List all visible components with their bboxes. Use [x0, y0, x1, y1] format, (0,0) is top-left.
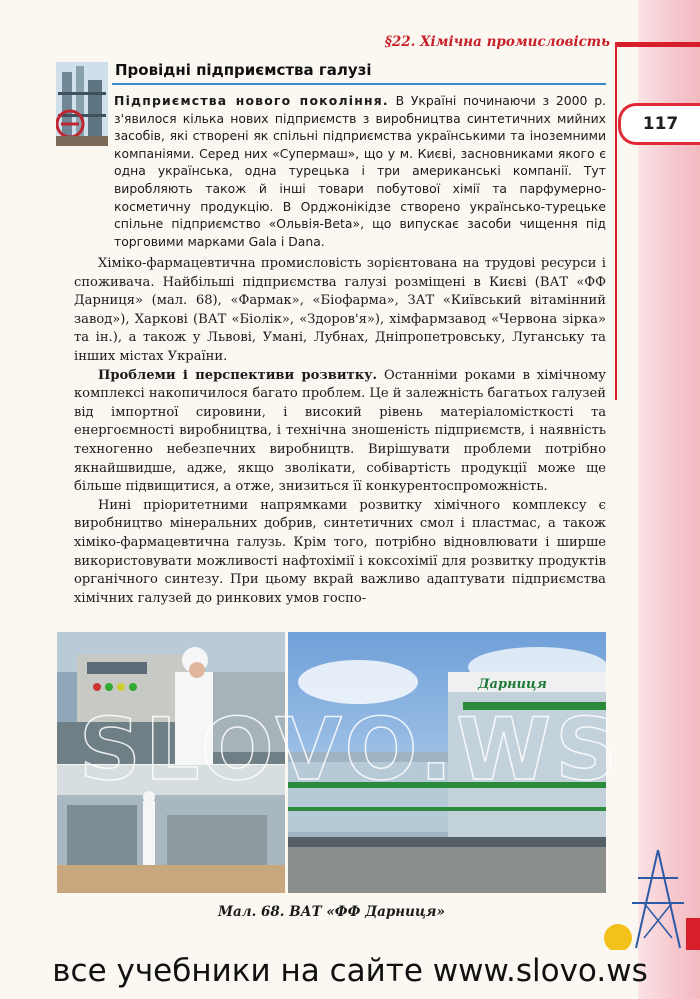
photo-darnytsia-building	[288, 632, 606, 893]
figure-caption: Мал. 68. ВАТ «ФФ Дарниця»	[218, 904, 445, 920]
paragraph-problems-text: Останніми роками в хімічному комплексі накопичилося багато проблем. Це й залежність багатьох галузей від імпортної сировини, і високий рівень матеріаломісткості та енергоємності виробництва, і технічна зношеність підприємств, і наявність техногенно небезпечних виробництв. Вирішувати проблеми потрібно якнайшвидше, адже, якщо зволікати, собівартість продукції може ще більше підвищитися, а отже, знизиться її конкурентоспроможність.	[74, 367, 606, 495]
chemical-plant-icon	[56, 62, 108, 146]
header-red-rule	[615, 42, 700, 47]
page-number: 117	[618, 103, 700, 145]
paragraph-problems-lead: Проблеми і перспективи розвитку.	[98, 367, 378, 383]
power-pylon-icon	[596, 848, 700, 950]
photo-lab-worker	[57, 632, 285, 764]
info-box-paragraph	[114, 92, 606, 250]
margin-red-line	[615, 45, 617, 400]
footer-site-text: все учебники на сайте www.slovo.ws	[52, 953, 648, 989]
section-heading-rule	[112, 83, 606, 85]
building-sign-text: Дарниця	[478, 677, 547, 692]
body-text	[74, 255, 606, 608]
section-heading: Провідні підприємства галузі	[115, 61, 372, 79]
info-box-lead: Підприємства нового покоління.	[114, 93, 389, 108]
paragraph-pharma: Хіміко-фармацевтична промисловість зорієнтована на трудові ресурси і споживача. Найбільші підприємства галузі розміщені в Києві (ВАТ «ФФ Дарниця» (мал. 68), «Фармак», «Біофарма», ЗАТ «Київський вітамінний завод»), Харкові (ВАТ «Біолік», «Здоров'я»), хімфармзавод «Червона зірка» та ін.), а також у Львові, Умані, Лубнах, Дніпропетровську, Луганську та інших містах України.	[74, 256, 606, 364]
running-header: §22. Хімічна промисловість	[384, 34, 610, 50]
paragraph-priorities: Нині пріоритетними напрямками розвитку хімічного комплексу є виробництво мінеральних добрив, синтетичних смол і пластмас, а також хіміко-фармацевтична галузь. Крім того, потрібно відновлювати і ширше використовувати можливості нафтохімії і коксохімії для розвитку продуктів органічного синтезу. При цьому вкрай важливо адаптувати підприємства хімічних галузей до ринкових умов госпо-	[74, 497, 606, 606]
paragraph-problems	[74, 367, 606, 497]
info-box-text: В Україні починаючи з 2000 р. з'явилося кілька нових підприємств з виробництва синтетичних мийних засобів, які створені як спільні підприємства українськими та іноземними компаніями. Серед них «Супермаш», що у м. Києві, засновниками якого є одна українська, одна турецька і три американські компанії. Тут виробляють також й інші товари побутової хімії та парфумерно-косметичну продукцію. В Орджонікідзе створено українсько-турецьке спільне підприємство «Ольвія-Beta», що випускає засоби чищення під торговими марками Gala i Dana.	[114, 93, 606, 249]
photo-production-line	[57, 765, 285, 893]
